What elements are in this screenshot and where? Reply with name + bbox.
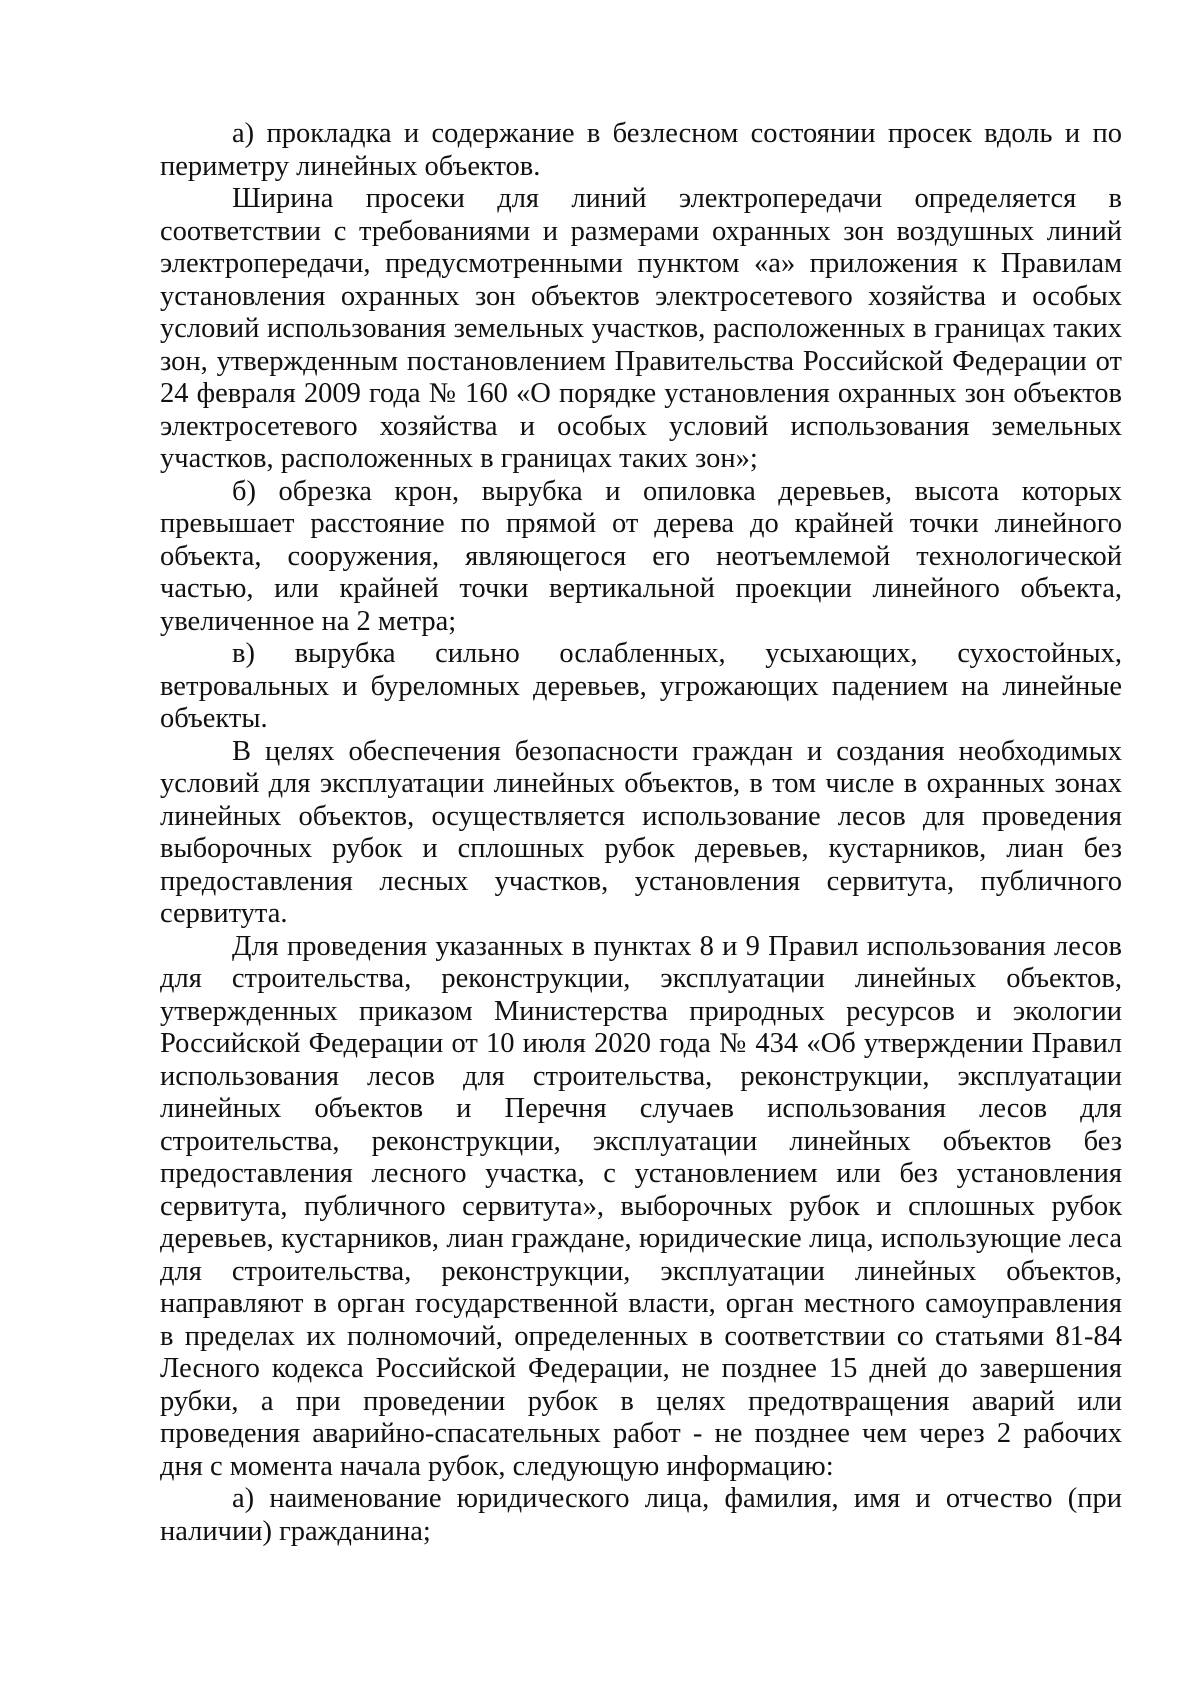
paragraph-a-clearing: а) прокладка и содержание в безлесном состоянии просек вдоль и по периметру линейных объектов. (160, 118, 1122, 182)
paragraph-b-pruning: б) обрезка крон, вырубка и опиловка деревьев, высота которых превышает расстояние по прямой от дерева до крайней точки линейного объекта, сооружения, являющегося его неотъемлемой технологической частью, или крайней точки вертикальной проекции линейного объекта, увеличенное на 2 метра; (160, 475, 1122, 637)
paragraph-safety: В целях обеспечения безопасности граждан и создания необходимых условий для эксплуатации линейных объектов, в том числе в охранных зонах линейных объектов, осуществляется использование лесов для проведения выборочных рубок и сплошных рубок деревьев, кустарников, лиан без предоставления лесных участков, установления сервитута, публичного сервитута. (160, 735, 1122, 929)
paragraph-a-name: а) наименование юридического лица, фамилия, имя и отчество (при наличии) гражданина; (160, 1483, 1122, 1547)
paragraph-notification: Для проведения указанных в пунктах 8 и 9 Правил использования лесов для строительства, реконструкции, эксплуатации линейных объектов, утвержденных приказом Министерства природных ресурсов и экологии Российской Федерации от 10 июля 2020 года № 434 «Об утверждении Правил использования лесов для строительства, реконструкции, эксплуатации линейных объектов и Перечня случаев использования лесов для строительства, реконструкции, эксплуатации линейных объектов без предоставления лесного участка, с установлением или без установления сервитута, публичного сервитута», выборочных рубок и сплошных рубок деревьев, кустарников, лиан граждане, юридические лица, использующие леса для строительства, реконструкции, эксплуатации линейных объектов, направляют в орган государственной власти, орган местного самоуправления в пределах их полномочий, определенных в соответствии со статьями 81-84 Лесного кодекса Российской Федерации, не позднее 15 дней до завершения рубки, а при проведении рубок в целях предотвращения аварий или проведения аварийно-спасательных работ - не позднее чем через 2 рабочих дня с момента начала рубок, следующую информацию: (160, 930, 1122, 1482)
document-page (160, 118, 1122, 1548)
paragraph-v-felling: в) вырубка сильно ослабленных, усыхающих, сухостойных, ветровальных и буреломных деревьев, угрожающих падением на линейные объекты. (160, 638, 1122, 734)
paragraph-clearing-width: Ширина просеки для линий электропередачи определяется в соответствии с требованиями и размерами охранных зон воздушных линий электропередачи, предусмотренными пунктом «а» приложения к Правилам установления охранных зон объектов электросетевого хозяйства и особых условий использования земельных участков, расположенных в границах таких зон, утвержденным постановлением Правительства Российской Федерации от 24 февраля 2009 года № 160 «О порядке установления охранных зон объектов электросетевого хозяйства и особых условий использования земельных участков, расположенных в границах таких зон»; (160, 183, 1122, 474)
